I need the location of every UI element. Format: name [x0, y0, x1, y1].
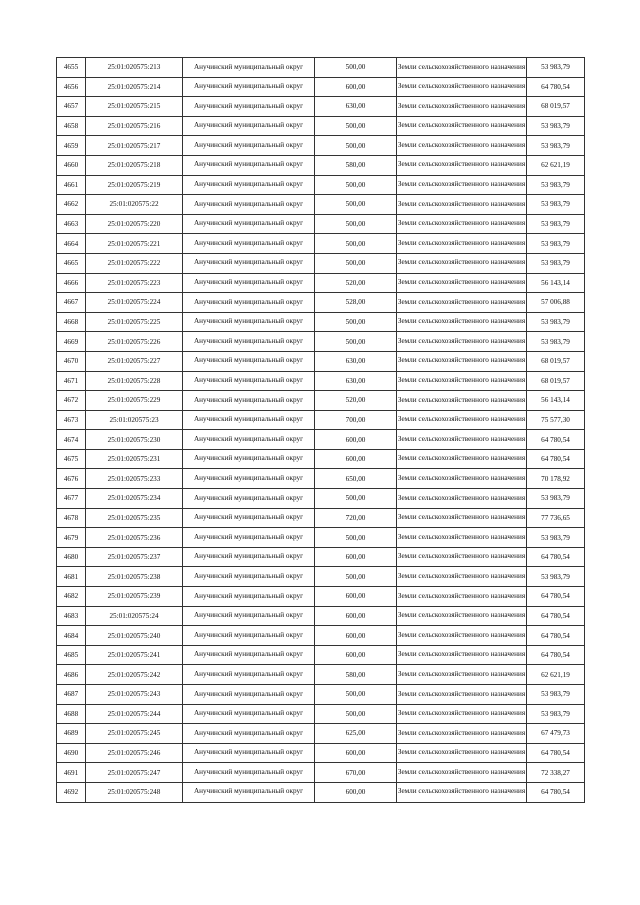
area-cell: 500,00 [315, 175, 397, 195]
cadastral-value-cell: 64 780,54 [527, 626, 585, 646]
row-number-cell: 4689 [57, 724, 86, 744]
land-category-cell: Земли сельскохозяйственного назначения [397, 645, 527, 665]
municipality-cell: Анучинский муниципальный округ [183, 116, 315, 136]
table-row [57, 782, 585, 802]
cadastral-number-cell: 25:01:020575:216 [86, 116, 183, 136]
cadastral-value-cell: 77 736,65 [527, 508, 585, 528]
area-cell: 500,00 [315, 567, 397, 587]
cadastral-value-cell: 53 983,79 [527, 332, 585, 352]
document-page [56, 57, 584, 803]
cadastral-number-cell: 25:01:020575:23 [86, 410, 183, 430]
area-cell: 500,00 [315, 528, 397, 548]
cadastral-number-cell: 25:01:020575:225 [86, 312, 183, 332]
table-row [57, 175, 585, 195]
table-row [57, 351, 585, 371]
municipality-cell: Анучинский муниципальный округ [183, 136, 315, 156]
row-number-cell: 4675 [57, 449, 86, 469]
row-number-cell: 4665 [57, 253, 86, 273]
row-number-cell: 4684 [57, 626, 86, 646]
land-category-cell: Земли сельскохозяйственного назначения [397, 58, 527, 78]
municipality-cell: Анучинский муниципальный округ [183, 312, 315, 332]
area-cell: 500,00 [315, 58, 397, 78]
cadastral-number-cell: 25:01:020575:240 [86, 626, 183, 646]
table-row [57, 606, 585, 626]
table-row [57, 508, 585, 528]
table-row [57, 77, 585, 97]
table-row [57, 371, 585, 391]
cadastral-number-cell: 25:01:020575:233 [86, 469, 183, 489]
area-cell: 500,00 [315, 195, 397, 215]
land-category-cell: Земли сельскохозяйственного назначения [397, 763, 527, 783]
area-cell: 500,00 [315, 312, 397, 332]
table-row [57, 587, 585, 607]
table-row [57, 567, 585, 587]
land-category-cell: Земли сельскохозяйственного назначения [397, 116, 527, 136]
cadastral-number-cell: 25:01:020575:244 [86, 704, 183, 724]
cadastral-number-cell: 25:01:020575:248 [86, 782, 183, 802]
cadastral-number-cell: 25:01:020575:235 [86, 508, 183, 528]
cadastral-value-cell: 53 983,79 [527, 175, 585, 195]
table-row [57, 743, 585, 763]
area-cell: 700,00 [315, 410, 397, 430]
area-cell: 520,00 [315, 273, 397, 293]
row-number-cell: 4674 [57, 430, 86, 450]
cadastral-value-cell: 75 577,30 [527, 410, 585, 430]
cadastral-number-cell: 25:01:020575:24 [86, 606, 183, 626]
row-number-cell: 4672 [57, 391, 86, 411]
municipality-cell: Анучинский муниципальный округ [183, 214, 315, 234]
area-cell: 500,00 [315, 253, 397, 273]
cadastral-number-cell: 25:01:020575:224 [86, 293, 183, 313]
land-category-cell: Земли сельскохозяйственного назначения [397, 155, 527, 175]
cadastral-number-cell: 25:01:020575:226 [86, 332, 183, 352]
row-number-cell: 4657 [57, 97, 86, 117]
area-cell: 500,00 [315, 234, 397, 254]
row-number-cell: 4663 [57, 214, 86, 234]
cadastral-number-cell: 25:01:020575:241 [86, 645, 183, 665]
cadastral-value-cell: 53 983,79 [527, 567, 585, 587]
cadastral-value-cell: 64 780,54 [527, 449, 585, 469]
cadastral-number-cell: 25:01:020575:219 [86, 175, 183, 195]
row-number-cell: 4676 [57, 469, 86, 489]
row-number-cell: 4688 [57, 704, 86, 724]
cadastral-number-cell: 25:01:020575:221 [86, 234, 183, 254]
area-cell: 600,00 [315, 547, 397, 567]
municipality-cell: Анучинский муниципальный округ [183, 704, 315, 724]
row-number-cell: 4691 [57, 763, 86, 783]
area-cell: 600,00 [315, 449, 397, 469]
cadastral-number-cell: 25:01:020575:222 [86, 253, 183, 273]
cadastral-number-cell: 25:01:020575:237 [86, 547, 183, 567]
cadastral-number-cell: 25:01:020575:223 [86, 273, 183, 293]
land-category-cell: Земли сельскохозяйственного назначения [397, 371, 527, 391]
area-cell: 630,00 [315, 97, 397, 117]
land-category-cell: Земли сельскохозяйственного назначения [397, 685, 527, 705]
cadastral-value-cell: 68 019,57 [527, 97, 585, 117]
row-number-cell: 4680 [57, 547, 86, 567]
area-cell: 600,00 [315, 606, 397, 626]
land-category-cell: Земли сельскохозяйственного назначения [397, 77, 527, 97]
cadastral-number-cell: 25:01:020575:217 [86, 136, 183, 156]
land-category-cell: Земли сельскохозяйственного назначения [397, 430, 527, 450]
cadastral-number-cell: 25:01:020575:242 [86, 665, 183, 685]
cadastral-number-cell: 25:01:020575:239 [86, 587, 183, 607]
land-category-cell: Земли сельскохозяйственного назначения [397, 175, 527, 195]
cadastral-number-cell: 25:01:020575:246 [86, 743, 183, 763]
land-category-cell: Земли сельскохозяйственного назначения [397, 724, 527, 744]
row-number-cell: 4670 [57, 351, 86, 371]
cadastral-value-cell: 53 983,79 [527, 234, 585, 254]
row-number-cell: 4687 [57, 685, 86, 705]
cadastral-value-cell: 68 019,57 [527, 351, 585, 371]
area-cell: 600,00 [315, 430, 397, 450]
land-category-cell: Земли сельскохозяйственного назначения [397, 234, 527, 254]
cadastral-value-cell: 57 006,88 [527, 293, 585, 313]
municipality-cell: Анучинский муниципальный округ [183, 587, 315, 607]
cadastral-value-cell: 53 983,79 [527, 58, 585, 78]
municipality-cell: Анучинский муниципальный округ [183, 645, 315, 665]
cadastral-value-cell: 64 780,54 [527, 645, 585, 665]
municipality-cell: Анучинский муниципальный округ [183, 58, 315, 78]
cadastral-value-cell: 64 780,54 [527, 430, 585, 450]
table-row [57, 116, 585, 136]
row-number-cell: 4679 [57, 528, 86, 548]
municipality-cell: Анучинский муниципальный округ [183, 175, 315, 195]
land-category-cell: Земли сельскохозяйственного назначения [397, 136, 527, 156]
cadastral-value-cell: 64 780,54 [527, 547, 585, 567]
cadastral-number-cell: 25:01:020575:231 [86, 449, 183, 469]
cadastral-value-cell: 53 983,79 [527, 685, 585, 705]
area-cell: 500,00 [315, 685, 397, 705]
municipality-cell: Анучинский муниципальный округ [183, 685, 315, 705]
row-number-cell: 4659 [57, 136, 86, 156]
municipality-cell: Анучинский муниципальный округ [183, 665, 315, 685]
table-row [57, 763, 585, 783]
area-cell: 600,00 [315, 587, 397, 607]
municipality-cell: Анучинский муниципальный округ [183, 77, 315, 97]
table-row [57, 273, 585, 293]
cadastral-number-cell: 25:01:020575:218 [86, 155, 183, 175]
cadastral-value-cell: 53 983,79 [527, 312, 585, 332]
table-row [57, 489, 585, 509]
municipality-cell: Анучинский муниципальный округ [183, 293, 315, 313]
row-number-cell: 4686 [57, 665, 86, 685]
area-cell: 600,00 [315, 77, 397, 97]
municipality-cell: Анучинский муниципальный округ [183, 528, 315, 548]
row-number-cell: 4681 [57, 567, 86, 587]
cadastral-number-cell: 25:01:020575:245 [86, 724, 183, 744]
area-cell: 500,00 [315, 116, 397, 136]
municipality-cell: Анучинский муниципальный округ [183, 743, 315, 763]
cadastral-value-cell: 67 479,73 [527, 724, 585, 744]
table-row [57, 665, 585, 685]
cadastral-value-cell: 64 780,54 [527, 587, 585, 607]
cadastral-value-cell: 56 143,14 [527, 273, 585, 293]
cadastral-value-cell: 53 983,79 [527, 214, 585, 234]
land-category-cell: Земли сельскохозяйственного назначения [397, 391, 527, 411]
row-number-cell: 4664 [57, 234, 86, 254]
row-number-cell: 4692 [57, 782, 86, 802]
cadastral-value-cell: 53 983,79 [527, 704, 585, 724]
area-cell: 528,00 [315, 293, 397, 313]
cadastral-number-cell: 25:01:020575:229 [86, 391, 183, 411]
land-category-cell: Земли сельскохозяйственного назначения [397, 312, 527, 332]
area-cell: 600,00 [315, 782, 397, 802]
land-plots-table [56, 57, 585, 803]
land-category-cell: Земли сельскохозяйственного назначения [397, 195, 527, 215]
table-row [57, 97, 585, 117]
cadastral-value-cell: 64 780,54 [527, 743, 585, 763]
municipality-cell: Анучинский муниципальный округ [183, 782, 315, 802]
area-cell: 600,00 [315, 645, 397, 665]
table-row [57, 410, 585, 430]
cadastral-number-cell: 25:01:020575:220 [86, 214, 183, 234]
area-cell: 500,00 [315, 332, 397, 352]
municipality-cell: Анучинский муниципальный округ [183, 626, 315, 646]
land-category-cell: Земли сельскохозяйственного назначения [397, 606, 527, 626]
row-number-cell: 4655 [57, 58, 86, 78]
cadastral-value-cell: 53 983,79 [527, 116, 585, 136]
row-number-cell: 4666 [57, 273, 86, 293]
row-number-cell: 4690 [57, 743, 86, 763]
table-row [57, 332, 585, 352]
land-category-cell: Земли сельскохозяйственного назначения [397, 587, 527, 607]
land-category-cell: Земли сельскохозяйственного назначения [397, 253, 527, 273]
row-number-cell: 4658 [57, 116, 86, 136]
land-category-cell: Земли сельскохозяйственного назначения [397, 547, 527, 567]
table-row [57, 704, 585, 724]
cadastral-value-cell: 72 338,27 [527, 763, 585, 783]
cadastral-number-cell: 25:01:020575:238 [86, 567, 183, 587]
table-row [57, 136, 585, 156]
municipality-cell: Анучинский муниципальный округ [183, 724, 315, 744]
cadastral-number-cell: 25:01:020575:214 [86, 77, 183, 97]
row-number-cell: 4667 [57, 293, 86, 313]
cadastral-value-cell: 53 983,79 [527, 195, 585, 215]
land-category-cell: Земли сельскохозяйственного назначения [397, 351, 527, 371]
municipality-cell: Анучинский муниципальный округ [183, 332, 315, 352]
table-body [57, 58, 585, 803]
area-cell: 580,00 [315, 155, 397, 175]
municipality-cell: Анучинский муниципальный округ [183, 547, 315, 567]
cadastral-value-cell: 68 019,57 [527, 371, 585, 391]
table-row [57, 685, 585, 705]
land-category-cell: Земли сельскохозяйственного назначения [397, 214, 527, 234]
cadastral-value-cell: 53 983,79 [527, 489, 585, 509]
municipality-cell: Анучинский муниципальный округ [183, 449, 315, 469]
table-row [57, 724, 585, 744]
municipality-cell: Анучинский муниципальный округ [183, 351, 315, 371]
cadastral-number-cell: 25:01:020575:234 [86, 489, 183, 509]
land-category-cell: Земли сельскохозяйственного назначения [397, 528, 527, 548]
table-row [57, 58, 585, 78]
municipality-cell: Анучинский муниципальный округ [183, 489, 315, 509]
area-cell: 670,00 [315, 763, 397, 783]
area-cell: 600,00 [315, 626, 397, 646]
land-category-cell: Земли сельскохозяйственного назначения [397, 665, 527, 685]
cadastral-value-cell: 56 143,14 [527, 391, 585, 411]
table-row [57, 528, 585, 548]
land-category-cell: Земли сельскохозяйственного назначения [397, 449, 527, 469]
row-number-cell: 4660 [57, 155, 86, 175]
land-category-cell: Земли сельскохозяйственного назначения [397, 743, 527, 763]
table-row [57, 195, 585, 215]
cadastral-value-cell: 53 983,79 [527, 528, 585, 548]
row-number-cell: 4683 [57, 606, 86, 626]
area-cell: 630,00 [315, 371, 397, 391]
row-number-cell: 4678 [57, 508, 86, 528]
area-cell: 720,00 [315, 508, 397, 528]
table-row [57, 547, 585, 567]
area-cell: 625,00 [315, 724, 397, 744]
cadastral-number-cell: 25:01:020575:236 [86, 528, 183, 548]
table-row [57, 430, 585, 450]
cadastral-value-cell: 64 780,54 [527, 782, 585, 802]
table-row [57, 293, 585, 313]
row-number-cell: 4673 [57, 410, 86, 430]
municipality-cell: Анучинский муниципальный округ [183, 391, 315, 411]
row-number-cell: 4677 [57, 489, 86, 509]
municipality-cell: Анучинский муниципальный округ [183, 469, 315, 489]
table-row [57, 234, 585, 254]
cadastral-number-cell: 25:01:020575:243 [86, 685, 183, 705]
municipality-cell: Анучинский муниципальный округ [183, 253, 315, 273]
municipality-cell: Анучинский муниципальный округ [183, 273, 315, 293]
municipality-cell: Анучинский муниципальный округ [183, 410, 315, 430]
area-cell: 500,00 [315, 489, 397, 509]
table-row [57, 312, 585, 332]
cadastral-number-cell: 25:01:020575:22 [86, 195, 183, 215]
area-cell: 600,00 [315, 743, 397, 763]
row-number-cell: 4671 [57, 371, 86, 391]
cadastral-number-cell: 25:01:020575:228 [86, 371, 183, 391]
municipality-cell: Анучинский муниципальный округ [183, 234, 315, 254]
area-cell: 650,00 [315, 469, 397, 489]
area-cell: 580,00 [315, 665, 397, 685]
land-category-cell: Земли сельскохозяйственного назначения [397, 508, 527, 528]
land-category-cell: Земли сельскохозяйственного назначения [397, 410, 527, 430]
municipality-cell: Анучинский муниципальный округ [183, 97, 315, 117]
row-number-cell: 4656 [57, 77, 86, 97]
municipality-cell: Анучинский муниципальный округ [183, 508, 315, 528]
table-row [57, 449, 585, 469]
municipality-cell: Анучинский муниципальный округ [183, 763, 315, 783]
table-row [57, 155, 585, 175]
cadastral-value-cell: 64 780,54 [527, 606, 585, 626]
land-category-cell: Земли сельскохозяйственного назначения [397, 567, 527, 587]
land-category-cell: Земли сельскохозяйственного назначения [397, 704, 527, 724]
cadastral-number-cell: 25:01:020575:213 [86, 58, 183, 78]
cadastral-value-cell: 62 621,19 [527, 155, 585, 175]
municipality-cell: Анучинский муниципальный округ [183, 430, 315, 450]
cadastral-value-cell: 70 178,92 [527, 469, 585, 489]
table-row [57, 469, 585, 489]
row-number-cell: 4669 [57, 332, 86, 352]
cadastral-value-cell: 64 780,54 [527, 77, 585, 97]
municipality-cell: Анучинский муниципальный округ [183, 371, 315, 391]
municipality-cell: Анучинский муниципальный округ [183, 195, 315, 215]
land-category-cell: Земли сельскохозяйственного назначения [397, 469, 527, 489]
cadastral-number-cell: 25:01:020575:230 [86, 430, 183, 450]
cadastral-value-cell: 62 621,19 [527, 665, 585, 685]
area-cell: 520,00 [315, 391, 397, 411]
table-row [57, 214, 585, 234]
row-number-cell: 4661 [57, 175, 86, 195]
cadastral-number-cell: 25:01:020575:227 [86, 351, 183, 371]
table-row [57, 253, 585, 273]
row-number-cell: 4668 [57, 312, 86, 332]
land-category-cell: Земли сельскохозяйственного назначения [397, 489, 527, 509]
row-number-cell: 4662 [57, 195, 86, 215]
cadastral-number-cell: 25:01:020575:215 [86, 97, 183, 117]
cadastral-number-cell: 25:01:020575:247 [86, 763, 183, 783]
table-row [57, 626, 585, 646]
land-category-cell: Земли сельскохозяйственного назначения [397, 626, 527, 646]
area-cell: 500,00 [315, 136, 397, 156]
area-cell: 630,00 [315, 351, 397, 371]
land-category-cell: Земли сельскохозяйственного назначения [397, 293, 527, 313]
municipality-cell: Анучинский муниципальный округ [183, 606, 315, 626]
table-row [57, 645, 585, 665]
table-row [57, 391, 585, 411]
land-category-cell: Земли сельскохозяйственного назначения [397, 97, 527, 117]
cadastral-value-cell: 53 983,79 [527, 253, 585, 273]
municipality-cell: Анучинский муниципальный округ [183, 155, 315, 175]
cadastral-value-cell: 53 983,79 [527, 136, 585, 156]
area-cell: 500,00 [315, 704, 397, 724]
land-category-cell: Земли сельскохозяйственного назначения [397, 782, 527, 802]
row-number-cell: 4682 [57, 587, 86, 607]
municipality-cell: Анучинский муниципальный округ [183, 567, 315, 587]
land-category-cell: Земли сельскохозяйственного назначения [397, 273, 527, 293]
row-number-cell: 4685 [57, 645, 86, 665]
area-cell: 500,00 [315, 214, 397, 234]
land-category-cell: Земли сельскохозяйственного назначения [397, 332, 527, 352]
